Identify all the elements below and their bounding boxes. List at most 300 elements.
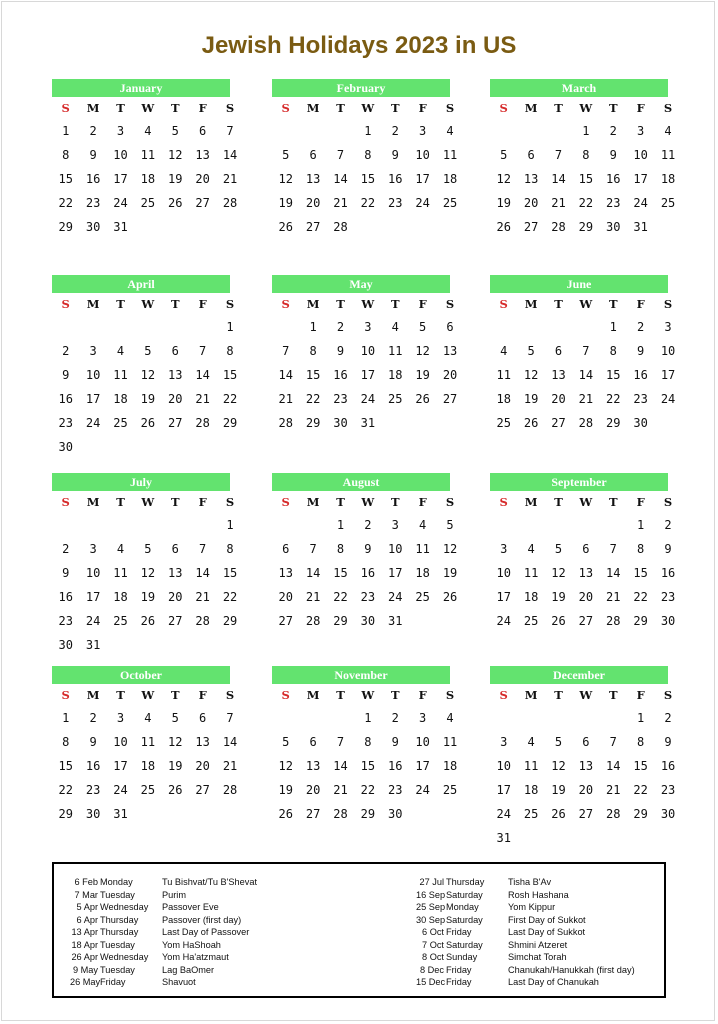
day-cell: 9 [391,148,399,162]
day-cell: 2 [62,542,70,556]
day-cell: 13 [278,566,293,580]
day-cell: 5 [171,124,179,138]
day-cell: 25 [388,392,403,406]
day-cell: 4 [500,344,508,358]
empty-cell [52,513,79,537]
day-cell: 11 [442,148,458,162]
month-grid [52,684,238,826]
day-cell: 30 [660,807,676,821]
day-cell: 23 [606,196,621,210]
day-cell: 12 [415,344,430,358]
empty-cell [107,315,134,339]
day-cell: 2 [664,711,672,725]
weekday-label: M [524,101,538,115]
day-cell: 20 [168,590,183,604]
day-cell: 2 [62,344,70,358]
day-cell: 30 [660,614,676,628]
weekday-label: M [86,495,100,509]
day-cell: 7 [336,735,345,749]
day-cell: 6 [199,124,207,138]
day-cell: 31 [633,220,648,234]
empty-cell [517,119,544,143]
weekday-label: F [418,297,427,311]
day-cell: 22 [305,392,321,406]
holiday-date: 6 Apr [76,914,98,925]
day-cell: 5 [527,344,535,358]
day-cell: 9 [89,735,97,749]
month-grid [52,97,238,239]
month-march [490,79,676,239]
day-cell: 31 [496,831,511,845]
weekday-label: T [608,688,618,702]
weekday-label: S [663,101,673,115]
weekday-label: S [225,688,235,702]
empty-cell [545,706,572,730]
weekday-label: W [361,495,375,509]
day-cell: 3 [364,320,372,334]
weekday-label: F [198,495,207,509]
day-cell: 17 [415,759,430,773]
weekday-label: W [579,495,593,509]
weekday-label: T [554,101,563,115]
day-cell: 10 [496,566,511,580]
day-cell: 6 [309,148,317,162]
day-cell: 23 [333,392,348,406]
day-cell: 23 [633,392,648,406]
day-cell: 3 [500,542,508,556]
weekday-label: T [116,688,125,702]
day-cell: 30 [58,638,73,652]
holiday-name: Simchat Torah [508,952,567,962]
day-cell: 27 [305,807,321,821]
day-cell: 23 [360,590,376,604]
weekday-label: T [170,297,180,311]
holiday-list [52,862,666,998]
day-cell: 29 [633,614,648,628]
day-cell: 23 [388,196,403,210]
day-cell: 15 [58,759,73,773]
day-cell: 11 [523,566,539,580]
day-cell: 16 [388,759,403,773]
day-cell: 5 [282,735,290,749]
day-cell: 19 [551,783,566,797]
empty-cell [134,315,161,339]
holiday-weekday: Friday [446,977,472,987]
weekday-label: M [306,495,320,509]
day-cell: 3 [419,711,427,725]
month-april [52,275,238,459]
empty-cell [162,513,189,537]
day-cell: 2 [336,320,345,334]
day-cell: 13 [551,368,566,382]
day-cell: 27 [578,614,594,628]
day-cell: 13 [195,735,210,749]
empty-cell [107,513,134,537]
day-cell: 20 [168,392,183,406]
day-cell: 12 [523,368,539,382]
weekday-label: M [86,688,100,702]
day-cell: 5 [500,148,508,162]
day-cell: 12 [168,735,183,749]
day-cell: 24 [415,196,430,210]
day-cell: 20 [578,590,594,604]
day-cell: 11 [415,542,430,556]
weekday-label: T [170,688,180,702]
weekday-label: T [116,495,125,509]
weekday-label: F [198,101,207,115]
day-cell: 4 [664,124,672,138]
day-cell: 3 [637,124,645,138]
holiday-name: Passover Eve [162,902,219,912]
holiday-date: 27 Jul [419,877,444,887]
day-cell: 20 [305,196,321,210]
day-cell: 24 [360,392,376,406]
day-cell: 14 [333,172,348,186]
day-cell: 26 [442,590,458,604]
day-cell: 27 [195,783,210,797]
day-cell: 18 [523,783,539,797]
holiday-name: Yom HaShoah [162,939,221,950]
day-cell: 12 [442,542,458,556]
day-cell: 14 [222,148,238,162]
weekday-label: T [554,495,563,509]
month-june [490,275,676,435]
month-header: October [52,666,230,684]
weekday-label: F [636,688,645,702]
empty-cell [79,513,106,537]
day-cell: 13 [578,566,594,580]
day-cell: 26 [140,416,156,430]
day-cell: 24 [113,783,128,797]
day-cell: 28 [606,614,621,628]
day-cell: 29 [305,416,321,430]
day-cell: 28 [222,196,238,210]
day-cell: 19 [140,590,156,604]
day-cell: 9 [364,542,372,556]
day-cell: 26 [168,196,183,210]
day-cell: 31 [113,220,128,234]
day-cell: 19 [168,172,183,186]
day-cell: 13 [305,172,321,186]
weekday-label: T [336,297,345,311]
day-cell: 26 [168,783,183,797]
day-cell: 8 [226,542,234,556]
empty-cell [490,119,517,143]
day-cell: 18 [523,590,539,604]
day-cell: 22 [222,590,238,604]
day-cell: 13 [168,368,183,382]
day-cell: 18 [140,759,156,773]
day-cell: 18 [496,392,511,406]
month-header: September [490,473,668,491]
day-cell: 6 [199,711,207,725]
day-cell: 1 [582,124,590,138]
day-cell: 24 [660,392,676,406]
day-cell: 26 [278,807,293,821]
month-header: June [490,275,668,293]
holiday-name: Tu Bishvat/Tu B'Shevat [162,877,258,887]
day-cell: 6 [446,320,454,334]
day-cell: 19 [415,368,430,382]
day-cell: 2 [637,320,645,334]
day-cell: 23 [660,590,676,604]
holiday-name: Tisha B'Av [508,877,552,887]
day-cell: 14 [278,368,293,382]
holiday-name: Yom Kippur [508,902,556,912]
weekday-label: W [361,688,375,702]
day-cell: 9 [664,542,672,556]
weekday-label: T [390,297,400,311]
day-cell: 7 [309,542,317,556]
day-cell: 5 [554,542,563,556]
weekday-label: S [281,297,290,311]
day-cell: 15 [58,172,73,186]
day-cell: 1 [637,518,645,532]
holiday-date: 6 Feb [74,877,98,887]
day-cell: 15 [578,172,594,186]
day-cell: 3 [391,518,399,532]
day-cell: 8 [226,344,234,358]
day-cell: 23 [85,783,101,797]
day-cell: 3 [116,711,125,725]
day-cell: 27 [578,807,594,821]
weekday-label: S [61,688,70,702]
day-cell: 2 [664,518,672,532]
day-cell: 4 [116,542,125,556]
empty-cell [134,513,161,537]
day-cell: 20 [305,783,321,797]
empty-cell [79,315,106,339]
empty-cell [299,119,326,143]
day-cell: 7 [609,735,617,749]
month-grid [272,491,458,633]
empty-cell [517,706,544,730]
holiday-name: Last Day of Chanukah [508,977,599,987]
day-cell: 20 [278,590,293,604]
weekday-label: S [225,101,235,115]
day-cell: 11 [113,566,128,580]
weekday-label: T [554,297,563,311]
weekday-label: S [445,101,455,115]
day-cell: 15 [333,566,348,580]
day-cell: 24 [496,614,511,628]
empty-cell [490,706,517,730]
holiday-name: Shmini Atzeret [508,939,568,950]
day-cell: 30 [58,440,73,454]
holiday-date: 9 May [72,964,98,975]
day-cell: 25 [442,196,458,210]
holiday-weekday: Saturday [446,914,483,925]
empty-cell [572,315,599,339]
day-cell: 8 [309,344,317,358]
day-cell: 28 [333,807,348,821]
weekday-label: S [499,297,508,311]
day-cell: 19 [551,590,566,604]
empty-cell [299,513,326,537]
day-cell: 13 [168,566,183,580]
day-cell: 1 [336,518,345,532]
day-cell: 10 [415,735,430,749]
day-cell: 5 [554,735,563,749]
day-cell: 16 [606,172,621,186]
month-october [52,666,238,826]
day-cell: 17 [496,590,511,604]
day-cell: 14 [222,735,238,749]
day-cell: 22 [578,196,594,210]
day-cell: 27 [523,220,539,234]
holiday-name: Passover (first day) [162,914,242,925]
day-cell: 25 [140,196,156,210]
empty-cell [517,513,544,537]
weekday-label: S [61,495,70,509]
holiday-date: 6 Oct [422,927,444,937]
month-january [52,79,238,239]
empty-cell [272,513,299,537]
weekday-label: S [61,101,70,115]
weekday-label: W [579,688,593,702]
day-cell: 30 [85,220,101,234]
day-cell: 4 [144,124,152,138]
holiday-weekday: Friday [446,927,472,937]
day-cell: 27 [168,416,183,430]
day-cell: 29 [578,220,594,234]
month-header: January [52,79,230,97]
day-cell: 1 [309,320,317,334]
day-cell: 7 [336,148,345,162]
day-cell: 11 [660,148,676,162]
month-grid [490,491,676,633]
weekday-label: F [636,495,645,509]
weekday-label: S [445,688,455,702]
day-cell: 16 [58,590,73,604]
holiday-weekday: Friday [100,977,126,987]
day-cell: 20 [551,392,566,406]
weekday-label: M [524,495,538,509]
holiday-weekday: Thursday [100,927,139,937]
weekday-label: S [663,495,673,509]
weekday-label: M [306,688,320,702]
day-cell: 28 [305,614,321,628]
holiday-weekday: Monday [100,877,133,887]
day-cell: 6 [554,344,563,358]
holiday-weekday: Tuesday [100,939,135,950]
holiday-date: 15 Dec [416,977,446,987]
month-grid [272,293,458,435]
day-cell: 8 [609,344,617,358]
day-cell: 27 [442,392,458,406]
day-cell: 8 [336,542,345,556]
day-cell: 19 [496,196,511,210]
day-cell: 21 [222,172,238,186]
day-cell: 12 [278,759,293,773]
empty-cell [517,315,544,339]
day-cell: 28 [333,220,348,234]
empty-cell [545,513,572,537]
weekday-label: F [418,495,427,509]
holiday-weekday: Wednesday [100,952,149,962]
day-cell: 30 [85,807,101,821]
day-cell: 10 [415,148,430,162]
weekday-label: M [306,297,320,311]
day-cell: 17 [113,759,128,773]
weekday-label: S [61,297,70,311]
day-cell: 15 [305,368,321,382]
day-cell: 9 [664,735,672,749]
weekday-label: T [170,101,180,115]
day-cell: 18 [660,172,676,186]
empty-cell [327,119,354,143]
empty-cell [600,706,627,730]
day-cell: 18 [113,392,128,406]
day-cell: 26 [140,614,156,628]
empty-cell [490,315,517,339]
empty-cell [327,706,354,730]
day-cell: 20 [195,759,210,773]
holiday-date: 26 May [70,977,101,987]
day-cell: 16 [58,392,73,406]
holiday-date: 7 Mar [74,889,98,900]
empty-cell [545,119,572,143]
weekday-label: S [663,688,673,702]
day-cell: 28 [578,416,594,430]
day-cell: 23 [85,196,101,210]
day-cell: 11 [140,735,156,749]
day-cell: 18 [442,172,458,186]
day-cell: 7 [226,711,234,725]
day-cell: 9 [609,148,617,162]
day-cell: 10 [660,344,676,358]
day-cell: 15 [222,566,238,580]
day-cell: 25 [113,614,128,628]
holiday-name: Shavuot [162,977,196,987]
day-cell: 24 [496,807,511,821]
day-cell: 3 [116,124,125,138]
holiday-weekday: Tuesday [100,964,135,975]
holiday-name: Rosh Hashana [508,889,569,900]
day-cell: 22 [222,392,238,406]
day-cell: 2 [391,711,399,725]
day-cell: 7 [199,344,207,358]
weekday-label: M [524,688,538,702]
empty-cell [600,513,627,537]
holiday-date: 16 Sep [416,889,446,900]
weekday-label: F [418,101,427,115]
day-cell: 25 [140,783,156,797]
day-cell: 25 [523,807,539,821]
day-cell: 19 [278,783,293,797]
day-cell: 15 [633,759,648,773]
day-cell: 18 [388,368,403,382]
holiday-weekday: Wednesday [100,902,149,912]
weekday-label: F [418,688,427,702]
day-cell: 20 [578,783,594,797]
day-cell: 6 [582,542,590,556]
day-cell: 5 [144,542,152,556]
day-cell: 5 [446,518,454,532]
holiday-name: Chanukah/Hanukkah (first day) [508,964,635,975]
day-cell: 21 [305,590,321,604]
day-cell: 9 [637,344,645,358]
empty-cell [572,513,599,537]
day-cell: 25 [523,614,539,628]
day-cell: 30 [360,614,376,628]
day-cell: 18 [113,590,128,604]
weekday-label: F [636,297,645,311]
empty-cell [272,315,299,339]
day-cell: 13 [195,148,210,162]
day-cell: 21 [578,392,594,406]
day-cell: 26 [523,416,539,430]
